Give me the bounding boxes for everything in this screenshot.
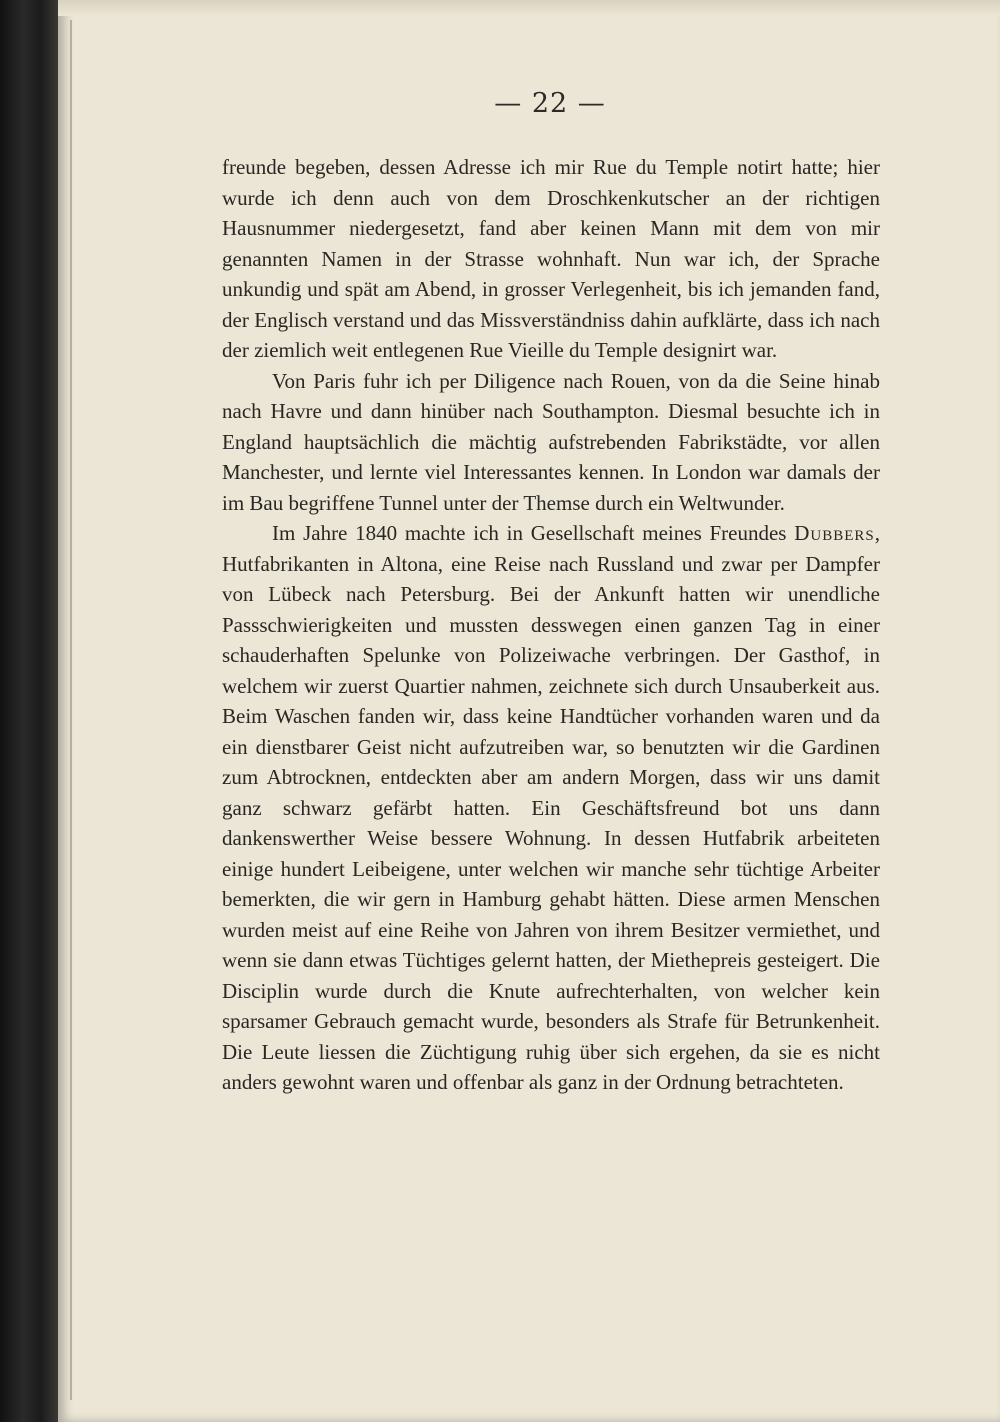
paragraph-1: freunde begeben, dessen Adresse ich mir Rue du Temple notirt hatte; hier wurde ich denn auch von dem Droschkenkutscher an der richtigen Hausnummer niedergesetzt, fand aber keinen Mann mit dem von mir genannten Namen in der Strasse wohnhaft. Nun war ich, der Sprache unkundig und spät am Abend, in grosser Verlegenheit, bis ich jemanden fand, der Englisch verstand und das Missverständniss dahin aufklärte, dass ich nach der ziemlich weit entlegenen Rue Vieille du Temple designirt war. xyxy=(222,155,880,362)
page-number: — 22 — xyxy=(494,88,606,119)
paragraph-2: Von Paris fuhr ich per Diligence nach Rouen, von da die Seine hinab nach Havre und dann hinüber nach Southampton. Diesmal besuchte ich in England hauptsächlich die mächtig aufstrebenden Fabrikstädte, vor allen Manchester, und lernte viel Interessantes kennen. In London war damals der im Bau begriffene Tunnel unter der Themse durch ein Weltwunder. xyxy=(222,368,880,515)
person-name-dubbers: Dubbers xyxy=(794,521,875,545)
paragraph-3-start: Im Jahre 1840 machte ich in Gesellschaft meines Freundes xyxy=(272,521,795,545)
body-text xyxy=(222,152,880,1098)
book-binding xyxy=(0,0,58,1422)
page-top-edge xyxy=(58,0,1000,16)
paragraph-3 xyxy=(222,518,880,1098)
paragraph-3-rest: , Hutfabrikanten in Altona, eine Reise nach Russland und zwar per Dampfer von Lübeck nach Petersburg. Bei der Ankunft hatten wir unendliche Passschwierigkeiten und mussten desswegen einen ganzen Tag in einer schauderhaften Spelunke von Polizeiwache verbringen. Der Gasthof, in welchem wir zuerst Quartier nahmen, zeichnete sich durch Unsauberkeit aus. Beim Waschen fanden wir, dass keine Handtücher vorhanden waren und da ein dienstbarer Geist nicht aufzutreiben war, so benutzten wir die Gardinen zum Abtrocknen, entdeckten aber am andern Morgen, dass wir uns damit ganz schwarz gefärbt hatten. Ein Geschäftsfreund bot uns dann dankenswerther Weise bessere Wohnung. In dessen Hutfabrik arbeiteten einige hundert Leibeigene, unter welchen wir manche sehr tüchtige Arbeiter bemerkten, die wir gern in Hamburg gehabt hätten. Diese armen Menschen wurden meist auf eine Reihe von Jahren von ihrem Besitzer vermiethet, und wenn sie dann etwas Tüchtiges gelernt hatten, der Miethepreis gesteigert. Die Disciplin wurde durch die Knute aufrechterhalten, von welcher kein sparsamer Gebrauch gemacht wurde, besonders als Strafe für Betrunkenheit. Die Leute liessen die Züchtigung ruhig über sich ergehen, da sie es nicht anders gewohnt waren und offenbar als ganz in der Ordnung betrachteten. xyxy=(222,521,880,1094)
page-gutter-edge xyxy=(70,20,72,1400)
